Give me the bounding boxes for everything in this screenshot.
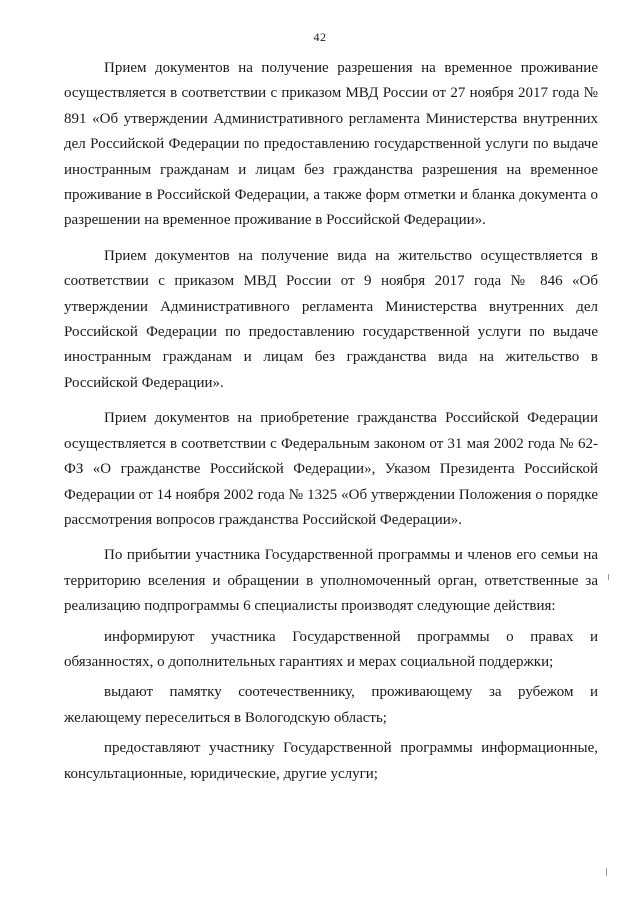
paragraph-arrival-actions: По прибытии участника Государственной программы и членов его семьи на территорию вселения и обращении в уполномоченный орган, ответственные за реализацию подпрограммы 6 специалисты производят следующие действия: — [64, 547, 598, 615]
list-item-services: предоставляют участнику Государственной программы информационные, консультационные, юридические, другие услуги; — [64, 740, 598, 782]
list-item-inform: информируют участника Государственной программы о правах и обязанностях, о дополнительных гарантиях и мерах социальной поддержки; — [64, 628, 598, 670]
scan-artifact-right-upper — [608, 574, 609, 580]
document-body — [64, 56, 598, 787]
page-number: 42 — [313, 30, 327, 44]
paragraph-residence-card: Прием документов на получение вида на жительство осуществляется в соответствии с приказом МВД России от 9 ноября 2017 года № 846 «Об утверждении Административного регламента Министерства внутренних дел Российской Федерации по предоставлению государственной услуги по выдаче иностранным гражданам и лицам без гражданства вида на жительство в Российской Федерации». — [64, 247, 598, 391]
paragraph-citizenship: Прием документов на приобретение гражданства Российской Федерации осуществляется в соответствии с Федеральным законом от 31 мая 2002 года № 62-ФЗ «О гражданстве Российской Федерации», Указом Президента Российской Федерации от 14 ноября 2002 года № 1325 «Об утверждении Положения о порядке рассмотрения вопросов гражданства Российской Федерации». — [64, 410, 598, 528]
list-item-memo: выдают памятку соотечественнику, проживающему за рубежом и желающему переселиться в Вологодскую область; — [64, 684, 598, 726]
scan-artifact-right-lower — [606, 868, 607, 876]
paragraph-residence-permit: Прием документов на получение разрешения на временное проживание осуществляется в соответствии с приказом МВД России от 27 ноября 2017 года № 891 «Об утверждении Административного регламента Министерства внутренних дел Российской Федерации по предоставлению государственной услуги по выдаче иностранным гражданам и лицам без гражданства разрешения на временное проживание в Российской Федерации, а также форм отметки и бланка документа о разрешении на временное проживание в Российской Федерации». — [64, 60, 598, 229]
